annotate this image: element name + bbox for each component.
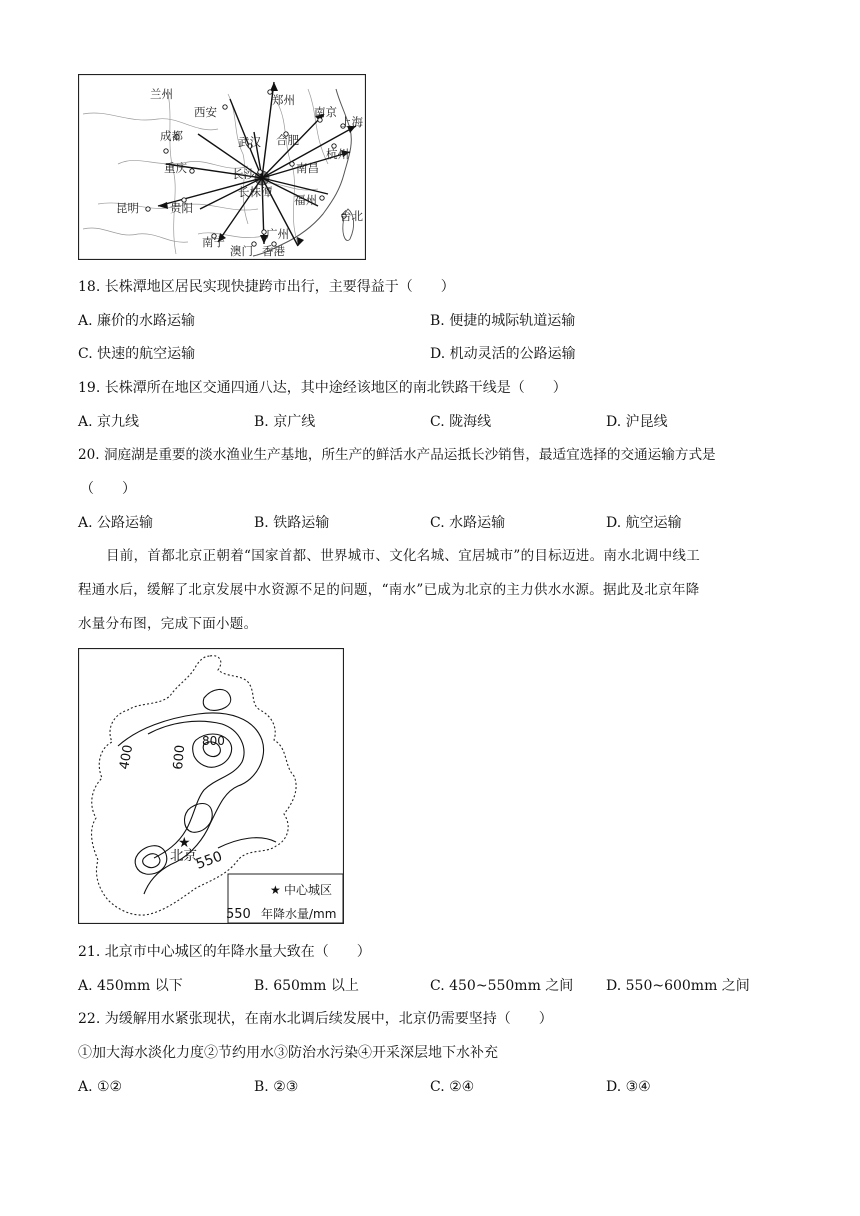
contour-label-800: 800 [202, 734, 225, 748]
q21-option-d[interactable]: D. 550~600mm 之间 [606, 978, 750, 994]
city-label-taibei: 台北 [340, 209, 363, 223]
q22-option-b[interactable]: B. ②③ [254, 1079, 299, 1095]
city-label-shanghai: 上海 [340, 115, 363, 129]
q20-option-c[interactable]: C. 水路运输 [430, 515, 506, 531]
city-label-nanjing: 南京 [314, 105, 337, 119]
city-label-nanning: 南宁 [202, 235, 225, 249]
q22-option-c[interactable]: C. ②④ [430, 1079, 475, 1095]
q21-option-a[interactable]: A. 450mm 以下 [78, 978, 183, 994]
city-label-hongkong: 香港 [262, 244, 285, 258]
city-label-chongqing: 重庆 [164, 161, 187, 175]
q18-option-b[interactable]: B. 便捷的城际轨道运输 [430, 313, 576, 329]
q20-option-b[interactable]: B. 铁路运输 [254, 515, 330, 531]
city-label-changzhutan: 长株潭 [238, 185, 273, 199]
changzhutan-transport-map [78, 74, 366, 260]
q22-option-a[interactable]: A. ①② [78, 1079, 123, 1095]
city-label-wuhan: 武汉 [238, 135, 261, 149]
q22-option-d[interactable]: D. ③④ [606, 1079, 651, 1095]
beijing-city-label: 北京 [170, 848, 197, 864]
question-18-stem: 18. 长株潭地区居民实现快捷跨市出行，主要得益于（ ） [78, 279, 455, 295]
q20-option-d[interactable]: D. 航空运输 [606, 515, 682, 531]
question-22-stem: 22. 为缓解用水紧张现状，在南水北调后续发展中，北京仍需要坚持（ ） [78, 1011, 553, 1027]
passage-line-2: 程通水后，缓解了北京发展中水资源不足的问题，“南水”已成为北京的主力供水水源。据此及北京年降 [78, 582, 700, 598]
question-20-stem-bracket: （ ） [80, 481, 136, 497]
contour-label-600: 600 [171, 744, 189, 771]
city-label-lanzhou: 兰州 [150, 87, 173, 101]
question-20-stem: 20. 洞庭湖是重要的淡水渔业生产基地，所生产的鲜活水产品运抵长沙销售，最适宜选择的交通运输方式是 [78, 447, 716, 463]
q18-option-c[interactable]: C. 快速的航空运输 [78, 346, 196, 362]
legend-iso-label: 年降水量/mm [261, 907, 337, 921]
city-label-changsha: 长沙 [232, 167, 255, 181]
question-22-statements: ①加大海水淡化力度②节约用水③防治水污染④开采深层地下水补充 [78, 1045, 498, 1061]
q19-option-b[interactable]: B. 京广线 [254, 414, 316, 430]
beijing-precipitation-map [78, 648, 344, 924]
city-label-hefei: 合肥 [276, 133, 299, 147]
city-label-kunming: 昆明 [116, 201, 139, 215]
legend-star-icon: ★ [270, 883, 281, 897]
city-label-xian: 西安 [194, 105, 217, 119]
city-label-macau: 澳门 [230, 244, 253, 258]
city-label-hangzhou: 杭州 [326, 147, 349, 161]
beijing-star-icon: ★ [178, 835, 191, 851]
city-label-nanchang: 南昌 [296, 161, 319, 175]
contour-label-400: 400 [117, 743, 137, 771]
legend-city-label: 中心城区 [284, 883, 333, 897]
question-19-stem: 19. 长株潭所在地区交通四通八达，其中途经该地区的南北铁路干线是（ ） [78, 380, 567, 396]
q19-option-c[interactable]: C. 陇海线 [430, 414, 492, 430]
q21-option-b[interactable]: B. 650mm 以上 [254, 978, 359, 994]
city-label-chengdu: 成都 [160, 129, 183, 143]
q19-option-a[interactable]: A. 京九线 [78, 414, 140, 430]
q18-option-d[interactable]: D. 机动灵活的公路运输 [430, 346, 576, 362]
q18-option-a[interactable]: A. 廉价的水路运输 [78, 313, 196, 329]
city-label-guiyang: 贵阳 [170, 201, 193, 215]
city-label-guangzhou: 广州 [266, 227, 289, 241]
legend-iso-value: 550 [226, 907, 251, 922]
q21-option-c[interactable]: C. 450~550mm 之间 [430, 978, 574, 994]
city-label-zhengzhou: 郑州 [272, 93, 295, 107]
passage-line-3: 水量分布图，完成下面小题。 [78, 616, 258, 632]
q20-option-a[interactable]: A. 公路运输 [78, 515, 154, 531]
question-21-stem: 21. 北京市中心城区的年降水量大致在（ ） [78, 944, 371, 960]
city-label-fuzhou: 福州 [294, 193, 317, 207]
contour-label-550: 550 [193, 848, 225, 873]
q19-option-d[interactable]: D. 沪昆线 [606, 414, 668, 430]
passage-line-1: 目前，首都北京正朝着“国家首都、世界城市、文化名城、宜居城市”的目标迈进。南水北调中线工 [106, 548, 701, 564]
